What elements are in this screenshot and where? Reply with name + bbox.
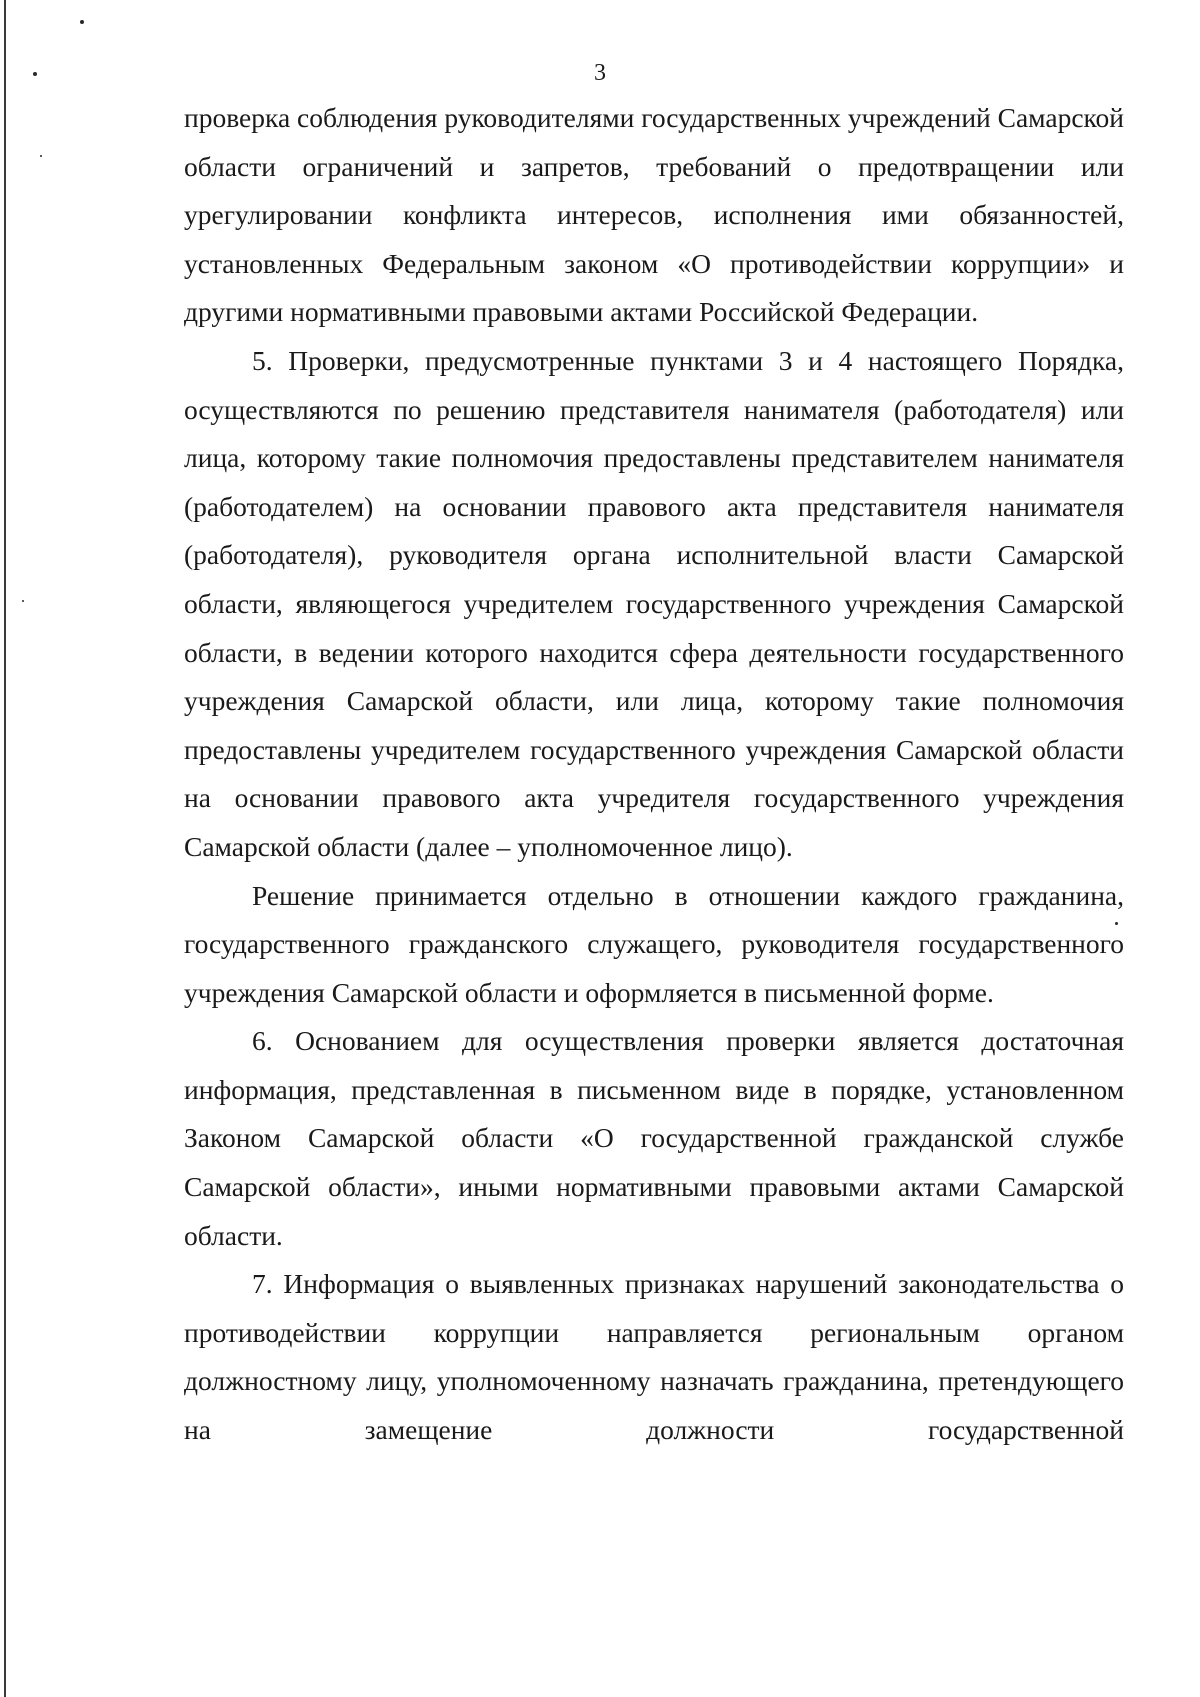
paragraph: Решение принимается отдельно в отношении каждого гражданина, государственного гражданского служащего, руководителя государственного учреждения Самарской области и оформляется в письменной форме. [184,879,1124,1008]
scan-speck [22,600,24,602]
scan-speck [80,20,84,24]
paragraph: проверка соблюдения руководителями государственных учреждений Самарской области ограничений и запретов, требований о предотвращении или урегулировании конфликта интересов, исполнения ими обязанностей, установленных Федеральным законом «О противодействии коррупции» и другими нормативными правовыми актами Российской Федерации. [184,102,1124,328]
paragraph: 6. Основанием для осуществления проверки является достаточная информация, представленная в письменном виде в порядке, установленном Законом Самарской области «О государственной гражданской службе Самарской области», иными нормативными правовыми актами Самарской области. [184,1025,1124,1251]
scan-speck [40,155,42,157]
document-body [184,94,1124,1455]
scan-edge-line [4,0,6,1697]
paragraph: 7. Информация о выявленных признаках нарушений законодательства о противодействии коррупции направляется региональным органом должностному лицу, уполномоченному назначать гражданина, претендующего на замещение должности государственной [184,1268,1124,1446]
page-number: 3 [594,60,606,86]
paragraph: 5. Проверки, предусмотренные пунктами 3 и 4 настоящего Порядка, осуществляются по решению представителя нанимателя (работодателя) или лица, которому такие полномочия предоставлены представителем нанимателя (работодателем) на основании правового акта представителя нанимателя (работодателя), руководителя органа исполнительной власти Самарской области, являющегося учредителем государственного учреждения Самарской области, в ведении которого находится сфера деятельности государственного учреждения Самарской области, или лица, которому такие полномочия предоставлены учредителем государственного учреждения Самарской области на основании правового акта учредителя государственного учреждения Самарской области (далее – уполномоченное лицо). [184,344,1124,862]
